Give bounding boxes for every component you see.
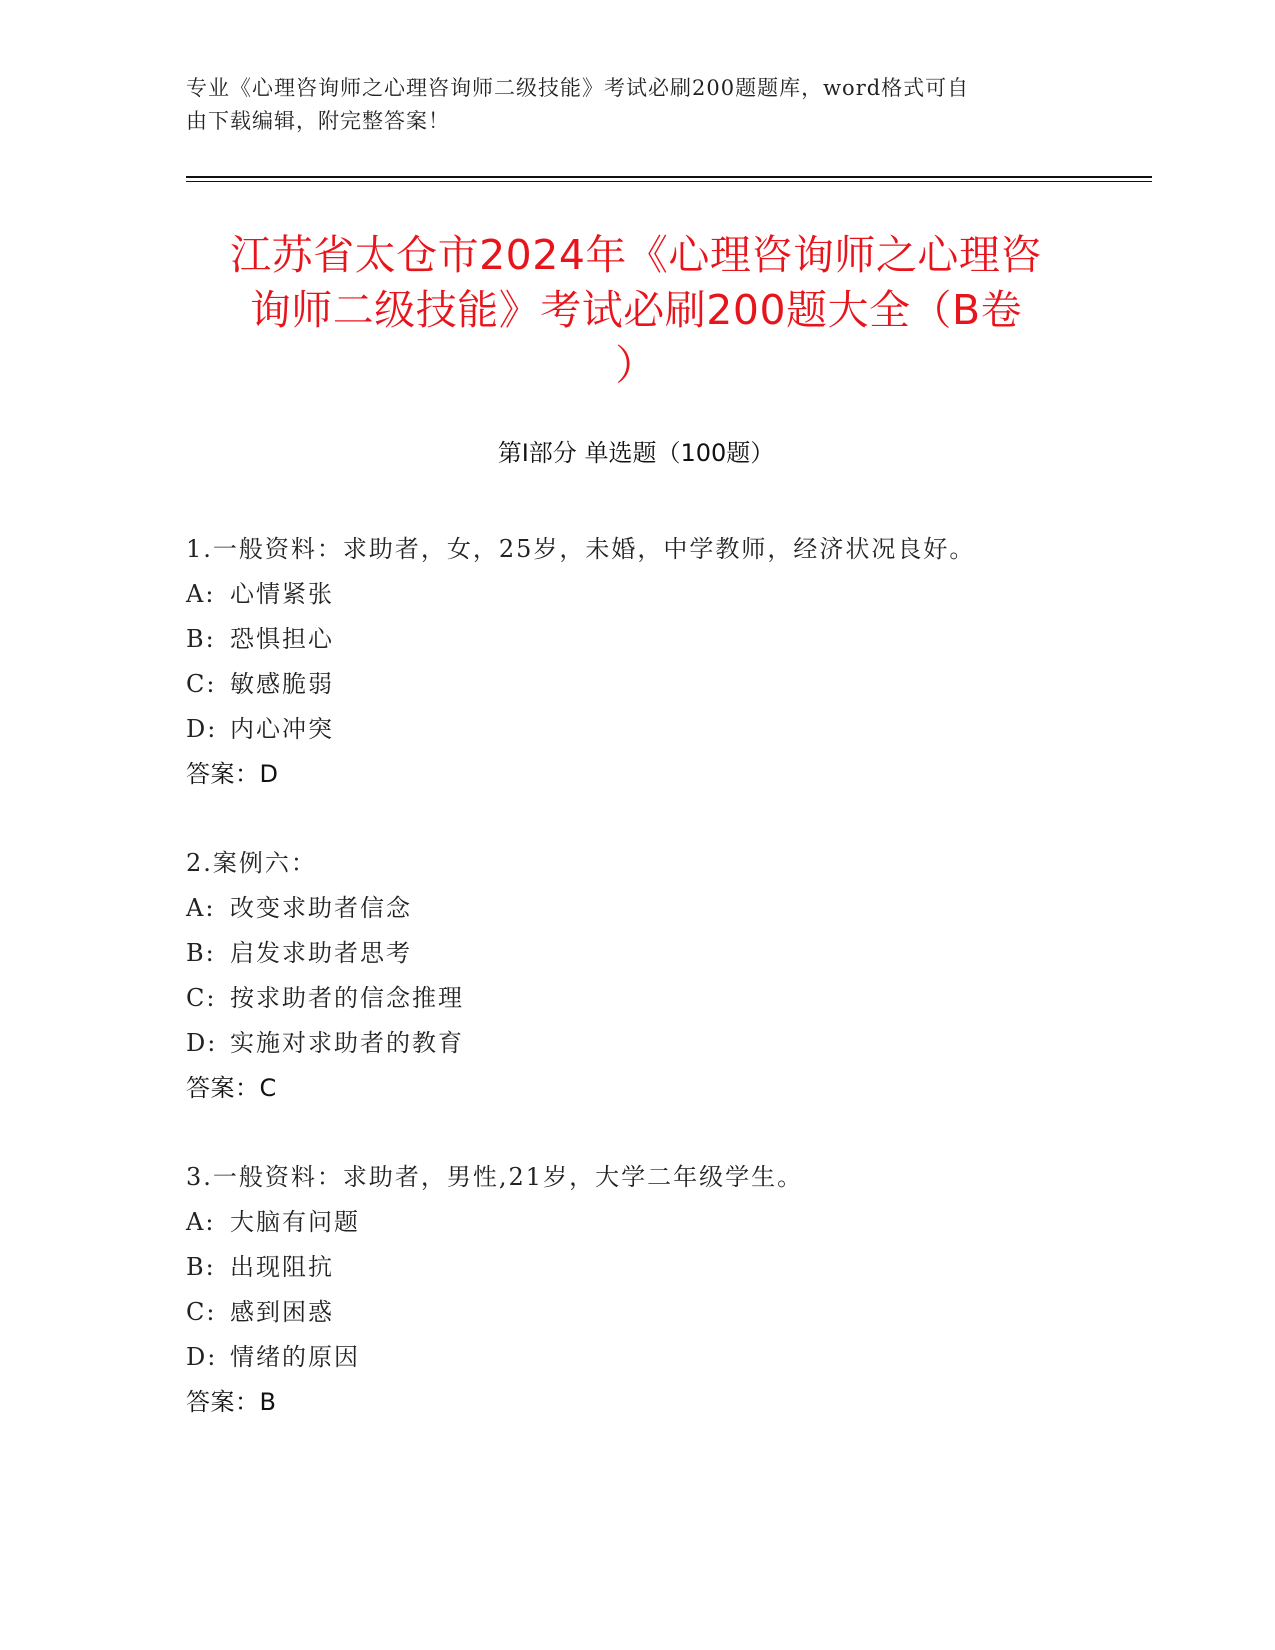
- document-title-line-1: 江苏省太仓市2024年《心理咨询师之心理咨: [230, 231, 1042, 279]
- question-list: [186, 527, 1146, 1469]
- option-letter: B:: [186, 1253, 216, 1281]
- option-a: [186, 1200, 1146, 1245]
- option-letter: A:: [186, 580, 216, 608]
- option-c: [186, 1290, 1146, 1335]
- option-c: [186, 662, 1146, 707]
- option-c: [186, 976, 1146, 1021]
- option-letter: C:: [186, 670, 217, 698]
- option-letter: A:: [186, 894, 216, 922]
- option-text: 启发求助者思考: [230, 939, 412, 967]
- header-note: [186, 72, 1086, 138]
- option-b: [186, 1245, 1146, 1290]
- option-letter: A:: [186, 1208, 216, 1236]
- option-letter: D:: [186, 1343, 218, 1371]
- option-text: 实施对求助者的教育: [230, 1029, 464, 1057]
- option-text: 内心冲突: [230, 715, 334, 743]
- option-text: 心情紧张: [230, 580, 334, 608]
- option-b: [186, 931, 1146, 976]
- option-text: 敏感脆弱: [230, 670, 334, 698]
- question-3: [186, 1155, 1146, 1425]
- answer: 答案：B: [186, 1388, 277, 1416]
- document-title-line-3: ）: [615, 341, 657, 389]
- option-a: [186, 886, 1146, 931]
- option-text: 大脑有问题: [230, 1208, 360, 1236]
- option-text: 出现阻抗: [230, 1253, 334, 1281]
- option-d: [186, 1021, 1146, 1066]
- question-1: [186, 527, 1146, 797]
- option-text: 感到困惑: [230, 1298, 334, 1326]
- option-letter: D:: [186, 1029, 218, 1057]
- header-divider-thick: [186, 176, 1152, 178]
- question-stem: 3.一般资料：求助者，男性,21岁，大学二年级学生。: [186, 1163, 804, 1191]
- answer: 答案：D: [186, 760, 279, 788]
- header-note-line-2: 由下载编辑，附完整答案！: [186, 109, 450, 133]
- header-divider-thin: [186, 181, 1152, 182]
- option-letter: C:: [186, 984, 217, 1012]
- option-d: [186, 707, 1146, 752]
- option-d: [186, 1335, 1146, 1380]
- header-note-line-1: 专业《心理咨询师之心理咨询师二级技能》考试必刷200题题库，word格式可自: [186, 76, 970, 100]
- document-title: [186, 228, 1086, 393]
- option-text: 按求助者的信念推理: [230, 984, 464, 1012]
- option-text: 改变求助者信念: [230, 894, 412, 922]
- option-text: 恐惧担心: [230, 625, 334, 653]
- option-letter: D:: [186, 715, 218, 743]
- question-2: [186, 841, 1146, 1111]
- option-letter: C:: [186, 1298, 217, 1326]
- question-stem: 1.一般资料：求助者，女，25岁，未婚，中学教师，经济状况良好。: [186, 535, 976, 563]
- option-text: 情绪的原因: [230, 1343, 360, 1371]
- option-letter: B:: [186, 939, 216, 967]
- option-letter: B:: [186, 625, 216, 653]
- section-title: 第Ⅰ部分 单选题（100题）: [497, 439, 775, 467]
- option-b: [186, 617, 1146, 662]
- question-stem: 2.案例六：: [186, 849, 317, 877]
- option-a: [186, 572, 1146, 617]
- answer: 答案：C: [186, 1074, 277, 1102]
- document-title-line-2: 询师二级技能》考试必刷200题大全（B卷: [249, 286, 1023, 334]
